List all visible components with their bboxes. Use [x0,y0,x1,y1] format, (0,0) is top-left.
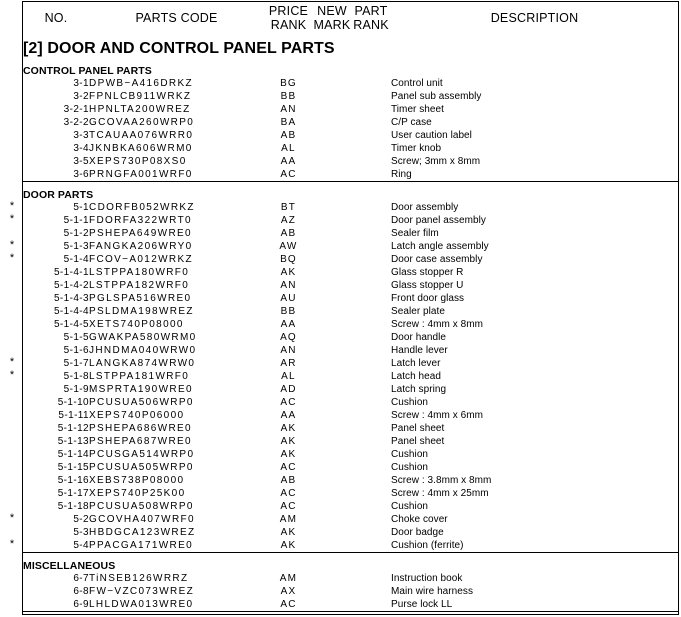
cell-price-rank: AK [280,423,297,434]
cell-new-mark [313,168,351,182]
cell-parts-code: HPNLTA200WREZ [89,104,191,115]
cell-new-mark [313,435,351,448]
cell-parts-code: PGLSPA516WRE0 [89,293,192,304]
cell-new-mark [313,585,351,598]
cell-new-mark [313,318,351,331]
cell-part-rank [351,370,391,383]
cell-part-rank [351,357,391,370]
cell-no: 6-9 [23,598,89,612]
cell-part-rank [351,383,391,396]
cell-new-mark [313,155,351,168]
table-row[interactable] [23,103,678,116]
cell-part-rank [351,435,391,448]
cell-description: Cushion [391,462,429,473]
cell-parts-code: HBDGCA123WREZ [89,527,196,538]
cell-parts-code: DPWB−A416DRKZ [89,78,193,89]
cell-price-rank: AW [279,241,298,252]
cell-parts-code: LSTPPA182WRF0 [89,280,190,291]
cell-parts-code: FCOV−A012WRKZ [89,254,193,265]
table-row[interactable] [23,461,678,474]
cell-new-mark [313,598,351,612]
table-row[interactable] [23,168,678,182]
table-row[interactable] [23,240,678,253]
table-row[interactable] [23,253,678,266]
cell-parts-code: PSHEPA686WRE0 [89,423,192,434]
cell-parts-code: CDORFB052WRKZ [89,202,195,213]
cell-price-rank: AK [280,527,297,538]
cell-parts-code: XEPS740P25K00 [89,488,186,499]
cell-parts-code: JKNBKA606WRM0 [89,143,193,154]
new-mark-line2: MARK [313,18,351,32]
table-row[interactable] [23,214,678,227]
cell-no: 5-1-8 [63,371,89,382]
table-row[interactable] [23,201,678,214]
table-row[interactable] [23,500,678,513]
cell-no: 5-1-18 [57,501,89,512]
cell-price-rank: AC [280,397,297,408]
cell-parts-code: PSHEPA649WRE0 [89,228,192,239]
table-row[interactable] [23,526,678,539]
table-row[interactable] [23,487,678,500]
cell-price-rank: AC [264,168,313,182]
cell-no: 5-1-16 [57,475,89,486]
cell-part-rank [351,422,391,435]
cell-price-rank: AB [280,228,297,239]
cell-part-rank [351,214,391,227]
cell-no: 5-1-4-4 [53,306,89,317]
cell-parts-code: PSHEPA687WRE0 [89,436,192,447]
table-row[interactable] [23,116,678,129]
parts-table-frame [22,1,679,615]
cell-no: 3-2 [73,91,89,102]
cell-description: Cushion [391,501,429,512]
cell-description: Sealer plate [391,306,445,317]
cell-part-rank [351,572,391,585]
cell-part-rank [351,90,391,103]
cell-price-rank: AA [280,410,297,421]
cell-parts-code: PCUSUA508WRP0 [89,501,194,512]
table-row[interactable] [23,357,678,370]
cell-new-mark [313,370,351,383]
cell-no: 5-1-11 [58,410,89,421]
cell-price-rank: BT [280,202,297,213]
column-header-no: NO. [44,11,68,25]
cell-parts-code: FDORFA322WRT0 [89,215,192,226]
cell-parts-code: PPACGA171WRE0 [89,539,264,553]
cell-no: 5-1-9 [63,384,89,395]
cell-parts-code: PRNGFA001WRF0 [89,168,264,182]
cell-description: Ring [391,168,678,182]
cell-part-rank [351,168,391,182]
table-row[interactable] [23,370,678,383]
cell-no: 3-6 [23,168,89,182]
cell-price-rank: AC [280,501,297,512]
cell-parts-code: FW−VZC073WREZ [89,586,195,597]
section-title-row [23,34,678,64]
cell-parts-code: FPNLCB911WRKZ [89,91,192,102]
table-row[interactable] [23,513,678,526]
cell-parts-code: PSLDMA198WREZ [89,306,194,317]
table-row[interactable] [23,279,678,292]
cell-price-rank: AQ [280,332,297,343]
cell-description: Panel sheet [391,436,445,447]
table-row[interactable] [23,266,678,279]
cell-new-mark [313,240,351,253]
asterisk-gutter [0,0,22,617]
cell-parts-code: XETS740P08000 [89,319,184,330]
price-rank-line2: RANK [270,18,307,32]
cell-price-rank: AK [280,267,297,278]
cell-new-mark [313,487,351,500]
cell-part-rank [351,487,391,500]
cell-description: Glass stopper U [391,280,464,291]
cell-price-rank: AL [281,371,296,382]
cell-description: Handle lever [391,345,448,356]
cell-part-rank [351,598,391,612]
cell-part-rank [351,526,391,539]
asterisk-marker: * [9,213,15,225]
cell-new-mark [313,448,351,461]
cell-price-rank: AN [280,280,297,291]
cell-price-rank: AK [280,449,297,460]
new-mark-line1: NEW [317,4,347,18]
cell-part-rank [351,331,391,344]
cell-new-mark [313,539,351,553]
cell-price-rank: AN [280,345,297,356]
cell-description: Panel sheet [391,423,445,434]
cell-price-rank: AK [280,436,297,447]
cell-parts-code: PCUSUA506WRP0 [89,397,194,408]
table-row[interactable] [23,409,678,422]
cell-part-rank [351,585,391,598]
cell-parts-code: TiNSEB126WRRZ [89,573,189,584]
cell-part-rank [351,396,391,409]
cell-no: 5-1-4-2 [53,280,89,291]
cell-new-mark [313,422,351,435]
asterisk-marker: * [9,252,15,264]
table-row[interactable] [23,448,678,461]
table-row[interactable] [23,155,678,168]
cell-price-rank: BB [280,306,297,317]
cell-new-mark [313,500,351,513]
parts-table-body [23,2,678,612]
cell-no: 3-5 [73,156,89,167]
cell-no: 6-8 [73,586,89,597]
part-rank-line1: PART [354,4,388,18]
cell-parts-code: XEPS730P08XS0 [89,156,187,167]
cell-parts-code: XEPS740P06000 [89,410,185,421]
cell-new-mark [313,474,351,487]
cell-description: Front door glass [391,293,465,304]
cell-new-mark [313,201,351,214]
cell-description: Panel sub assembly [391,91,482,102]
cell-new-mark [313,383,351,396]
cell-no: 5-1-4 [63,254,89,265]
cell-price-rank: AR [280,358,297,369]
cell-new-mark [313,116,351,129]
group-header-label: CONTROL PANEL PARTS [23,64,152,77]
cell-no: 5-1-12 [57,423,89,434]
cell-new-mark [313,344,351,357]
cell-part-rank [351,116,391,129]
page-title: [2] DOOR AND CONTROL PANEL PARTS [23,40,335,57]
cell-part-rank [351,409,391,422]
cell-part-rank [351,77,391,90]
cell-new-mark [313,279,351,292]
cell-new-mark [313,77,351,90]
cell-parts-code: LSTPPA181WRF0 [89,371,190,382]
table-row[interactable] [23,422,678,435]
cell-no: 5-1-3 [63,241,89,252]
cell-part-rank [351,344,391,357]
cell-parts-code: PCUSGA514WRP0 [89,449,195,460]
cell-new-mark [313,142,351,155]
cell-price-rank: AA [280,156,297,167]
table-row[interactable] [23,142,678,155]
cell-parts-code: XEBS738P08000 [89,475,185,486]
cell-no: 5-1-5 [63,332,89,343]
group-header-row [23,559,678,572]
cell-price-rank: BB [280,91,297,102]
cell-no: 5-1-4-1 [53,267,89,278]
cell-part-rank [351,318,391,331]
cell-description: Latch head [391,371,441,382]
cell-parts-code: TCAUAA076WRR0 [89,130,194,141]
cell-part-rank [351,474,391,487]
cell-description: Glass stopper R [391,267,464,278]
table-row[interactable] [23,396,678,409]
table-row[interactable] [23,305,678,318]
cell-price-rank: AC [264,598,313,612]
cell-price-rank: AZ [280,215,297,226]
cell-new-mark [313,227,351,240]
cell-no: 5-1-2 [63,228,89,239]
cell-description: Timer knob [391,143,442,154]
cell-price-rank: AK [264,539,313,553]
cell-new-mark [313,396,351,409]
cell-no: 3-4 [73,143,89,154]
cell-description: Screw : 4mm x 8mm [391,319,483,330]
cell-parts-code: GCOVAA260WRP0 [89,117,195,128]
table-row[interactable] [23,318,678,331]
cell-description: Latch spring [391,384,447,395]
cell-description: Main wire harness [391,586,473,597]
cell-price-rank: BG [280,78,297,89]
cell-part-rank [351,103,391,116]
cell-description: Door handle [391,332,447,343]
cell-new-mark [313,572,351,585]
cell-new-mark [313,357,351,370]
cell-part-rank [351,201,391,214]
cell-new-mark [313,461,351,474]
cell-description: Screw : 3.8mm x 8mm [391,475,492,486]
cell-no: 5-1-4-5 [53,319,89,330]
cell-no: 3-2-1 [63,104,89,115]
asterisk-marker: * [9,356,15,368]
table-row[interactable] [23,435,678,448]
cell-description: Cushion [391,397,429,408]
asterisk-marker: * [9,538,15,550]
cell-part-rank [351,305,391,318]
cell-no: 5-1-15 [57,462,89,473]
cell-part-rank [351,240,391,253]
cell-part-rank [351,539,391,553]
cell-part-rank [351,513,391,526]
cell-new-mark [313,409,351,422]
column-header-parts-code: PARTS CODE [135,11,218,25]
cell-no: 5-1-17 [57,488,89,499]
cell-price-rank: AC [280,488,297,499]
cell-description: Sealer film [391,228,439,239]
cell-new-mark [313,214,351,227]
cell-description: Instruction book [391,573,463,584]
cell-description: Cushion [391,449,429,460]
cell-no: 5-1-6 [63,345,89,356]
cell-part-rank [351,500,391,513]
cell-description: Door badge [391,527,444,538]
cell-no: 5-1-7 [63,358,89,369]
cell-price-rank: AB [280,130,297,141]
cell-parts-code: LANGKA874WRW0 [89,358,196,369]
table-row[interactable] [23,474,678,487]
cell-new-mark [313,526,351,539]
column-header-price-rank [264,2,313,34]
column-header-part-rank [351,2,391,34]
cell-price-rank: AB [280,475,297,486]
cell-parts-code: JHNDMA040WRW0 [89,345,197,356]
cell-price-rank: AL [281,143,296,154]
cell-no: 3-1 [73,78,89,89]
cell-description: Latch lever [391,358,441,369]
cell-price-rank: AA [280,319,297,330]
asterisk-marker: * [9,512,15,524]
cell-new-mark [313,331,351,344]
price-rank-line1: PRICE [268,4,309,18]
cell-new-mark [313,292,351,305]
table-row[interactable] [23,344,678,357]
cell-part-rank [351,292,391,305]
cell-parts-code: GWAKPA580WRM0 [89,332,197,343]
table-row[interactable] [23,292,678,305]
column-header-new-mark [313,2,351,34]
table-row[interactable] [23,227,678,240]
cell-description: Choke cover [391,514,448,525]
cell-no: 5-1-14 [57,449,89,460]
cell-new-mark [313,253,351,266]
cell-no: 5-1-13 [57,436,89,447]
column-header-description: DESCRIPTION [490,11,579,25]
cell-price-rank: AC [280,462,297,473]
cell-no: 5-1-10 [57,397,89,408]
table-row[interactable] [23,383,678,396]
table-row[interactable] [23,77,678,90]
cell-description: C/P case [391,117,432,128]
part-rank-line2: RANK [353,18,389,32]
group-header-row [23,64,678,77]
group-header-row [23,188,678,201]
cell-no: 5-2 [73,514,89,525]
cell-price-rank: AU [280,293,297,304]
cell-no: 3-3 [73,130,89,141]
cell-price-rank: BQ [280,254,297,265]
cell-parts-code: PCUSUA505WRP0 [89,462,194,473]
cell-no: 5-1-4-3 [53,293,89,304]
cell-price-rank: AD [280,384,297,395]
group-header-label: DOOR PARTS [23,188,94,201]
table-row[interactable] [23,539,678,553]
cell-part-rank [351,279,391,292]
cell-new-mark [313,90,351,103]
cell-no: 3-2-2 [63,117,89,128]
cell-parts-code: MSPRTA190WRE0 [89,384,193,395]
cell-price-rank: AN [280,104,297,115]
cell-part-rank [351,142,391,155]
cell-new-mark [313,305,351,318]
cell-new-mark [313,103,351,116]
cell-parts-code: GCOVHA407WRF0 [89,514,195,525]
table-row[interactable] [23,598,678,612]
cell-parts-code: LSTPPA180WRF0 [89,267,190,278]
cell-no: 5-1 [73,202,89,213]
cell-description: Latch angle assembly [391,241,489,252]
cell-new-mark [313,266,351,279]
cell-part-rank [351,227,391,240]
cell-description: Control unit [391,78,443,89]
cell-no: 5-1-1 [63,215,89,226]
cell-description: Screw : 4mm x 6mm [391,410,483,421]
cell-price-rank: AM [279,514,298,525]
cell-no: 5-4 [23,539,89,553]
cell-description: Purse lock LL [391,598,678,612]
cell-description: Screw; 3mm x 8mm [391,156,481,167]
cell-description: Door panel assembly [391,215,486,226]
cell-description: Door case assembly [391,254,483,265]
table-row[interactable] [23,572,678,585]
asterisk-marker: * [9,369,15,381]
table-row[interactable] [23,331,678,344]
cell-description: Door assembly [391,202,459,213]
cell-price-rank: BA [280,117,297,128]
cell-description: Screw : 4mm x 25mm [391,488,489,499]
cell-price-rank: AM [279,573,298,584]
cell-part-rank [351,266,391,279]
table-row[interactable] [23,585,678,598]
table-row[interactable] [23,90,678,103]
cell-new-mark [313,129,351,142]
asterisk-marker: * [9,239,15,251]
cell-new-mark [313,513,351,526]
cell-parts-code: FANGKA206WRY0 [89,241,193,252]
cell-part-rank [351,461,391,474]
cell-no: 6-7 [73,573,89,584]
cell-description: User caution label [391,130,472,141]
cell-no: 5-3 [73,527,89,538]
cell-price-rank: AX [280,586,297,597]
cell-part-rank [351,155,391,168]
asterisk-marker: * [9,200,15,212]
cell-part-rank [351,129,391,142]
group-header-label: MISCELLANEOUS [23,559,116,572]
cell-description: Cushion (ferrite) [391,539,678,553]
cell-part-rank [351,253,391,266]
table-header-row [23,2,678,34]
cell-part-rank [351,448,391,461]
cell-parts-code: LHLDWA013WRE0 [89,598,264,612]
table-row[interactable] [23,129,678,142]
cell-description: Timer sheet [391,104,444,115]
parts-table [23,2,678,612]
